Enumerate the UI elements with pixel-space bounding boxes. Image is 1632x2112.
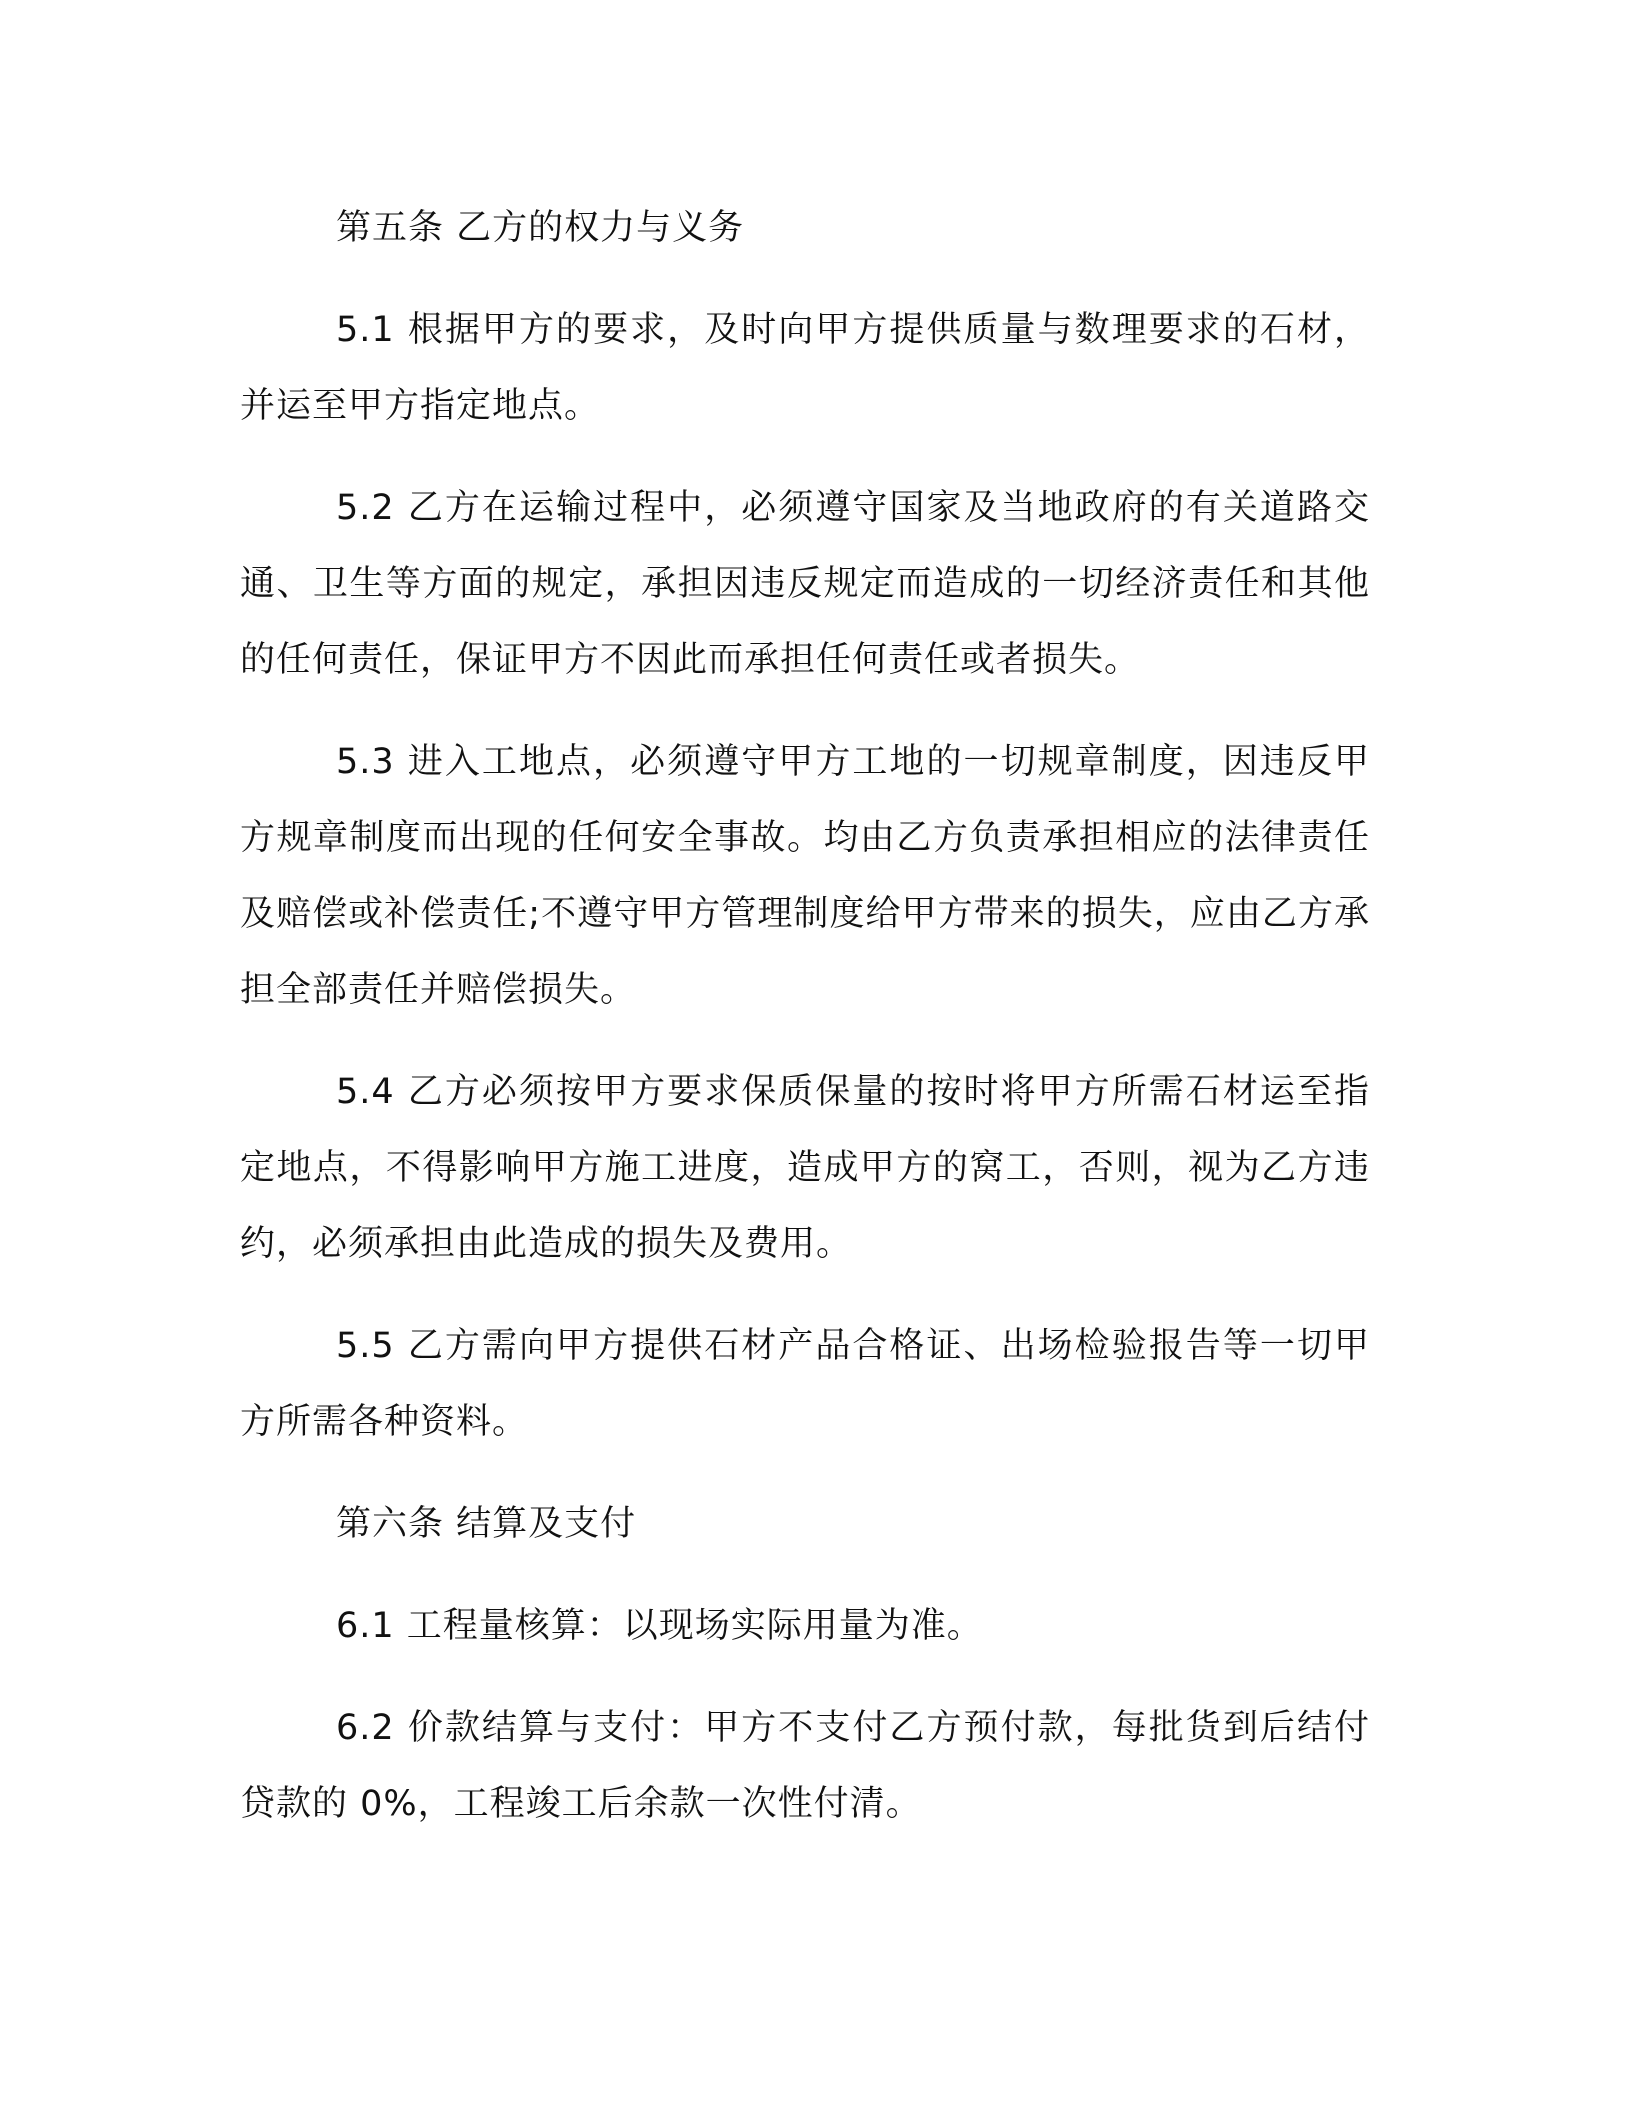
document-page bbox=[240, 190, 1370, 1868]
clause-paragraph: 6.1 工程量核算：以现场实际用量为准。 bbox=[336, 1606, 983, 1646]
clause-paragraph: 5.4 乙方必须按甲方要求保质保量的按时将甲方所需石材运至指定地点，不得影响甲方施工进度，造成甲方的窝工，否则，视为乙方违约，必须承担由此造成的损失及费用。 bbox=[240, 1072, 1370, 1264]
clause-paragraph: 5.3 进入工地点，必须遵守甲方工地的一切规章制度，因违反甲方规章制度而出现的任何安全事故。均由乙方负责承担相应的法律责任及赔偿或补偿责任;不遵守甲方管理制度给甲方带来的损失，应由乙方承担全部责任并赔偿损失。 bbox=[240, 742, 1370, 1010]
section-heading: 第六条 结算及支付 bbox=[336, 1504, 637, 1544]
clause-paragraph: 5.2 乙方在运输过程中，必须遵守国家及当地政府的有关道路交通、卫生等方面的规定，承担因违反规定而造成的一切经济责任和其他的任何责任，保证甲方不因此而承担任何责任或者损失。 bbox=[240, 488, 1370, 680]
clause-paragraph: 6.2 价款结算与支付：甲方不支付乙方预付款，每批货到后结付贷款的 0%，工程竣工后余款一次性付清。 bbox=[240, 1708, 1370, 1824]
section-heading: 第五条 乙方的权力与义务 bbox=[336, 208, 745, 248]
clause-paragraph: 5.1 根据甲方的要求，及时向甲方提供质量与数理要求的石材，并运至甲方指定地点。 bbox=[240, 310, 1370, 426]
clause-paragraph: 5.5 乙方需向甲方提供石材产品合格证、出场检验报告等一切甲方所需各种资料。 bbox=[240, 1326, 1370, 1442]
